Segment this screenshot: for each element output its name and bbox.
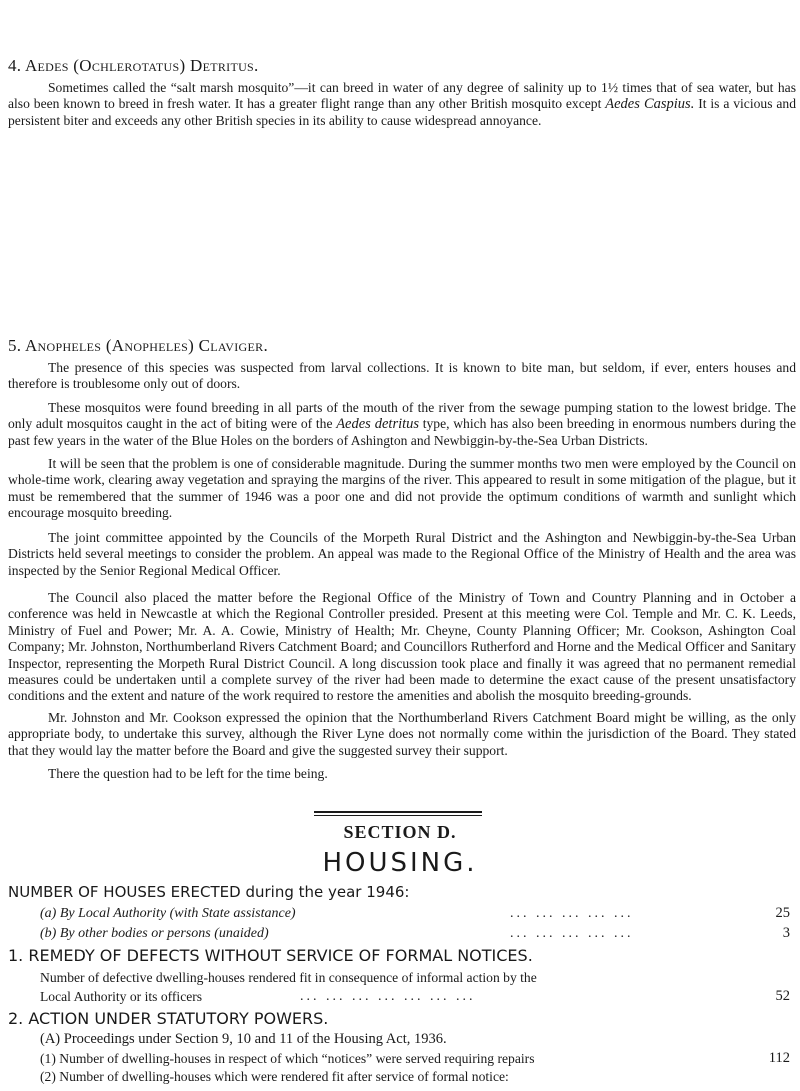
remedy-text-line1: Number of defective dwelling-houses rendered fit in consequence of informal action by the (40, 970, 537, 985)
erected-other-bodies-value: 3 (782, 925, 790, 941)
rendered-fit-label: (2) Number of dwelling-houses which were rendered fit after service of formal notice: (40, 1069, 509, 1084)
text-run: (b) By other bodies or persons (unaided) (40, 926, 269, 941)
text-run: These mosquitos were found breeding in all parts of the mouth of the river from the sewage pumping station to the lowest bridge. The only adult mosquitos caught in the act of biting were of the (8, 400, 796, 432)
paragraph-joint-committee: The joint committee appointed by the Councils of the Morpeth Rural District and the Ashington and Newbiggin-by-the-Sea Urban Districts held several meetings to consider the problem. An appeal was made to the Regional Office of the Ministry of Health and the area was inspected by the Senior Regional Medical Officer. (8, 530, 796, 578)
paragraph-survey-opinion: Mr. Johnston and Mr. Cookson expressed the opinion that the Northumberland Rivers Catchment Board might be willing, as the only appropriate body, to undertake this survey, although the River Lyne does not normally come within the jurisdiction of the Board. They stated that they would lay the matter before the Board and give the suggested survey their support. (8, 710, 796, 758)
section-divider-thick (314, 811, 482, 813)
paragraph-breeding (8, 400, 796, 449)
paragraph-aedes-detritus (8, 80, 796, 129)
leader-dots: ... ... ... ... ... (510, 906, 634, 921)
statutory-powers-heading: 2. ACTION UNDER STATUTORY POWERS. (8, 1009, 329, 1028)
text-run: It is a vicious and persistent biter and exceeds any other British species in its ability to cause widespread annoyance. (8, 96, 796, 128)
italic-species-name: Aedes Caspius. (605, 96, 695, 113)
erected-local-authority-value: 25 (775, 905, 790, 921)
housing-title: HOUSING. (322, 848, 478, 878)
paragraph-conclusion: There the question had to be left for the time being. (48, 766, 328, 781)
paragraph-conference: The Council also placed the matter before the Regional Office of the Ministry of Town and Country Planning and in October a conference was held in Newcastle at which the Regional Controller presided. Present at this meeting were Col. Temple and Mr. C. K. Leeds, Ministry of Fuel and Power; Mr. A. A. Cowie, Ministry of Health; Mr. Cheyne, County Planning Officer; Mr. Cookson, Ashington Coal Company; Mr. Johnston, Northumberland Rivers Catchment Board; and Councillors Rutherford and Horne and the Medical Officer and Sanitary Inspector, representing the Morpeth Rural District Council. A long discussion took place and finally it was agreed that no permanent remedial measures could be undertaken until a complete survey of the river had been made to determine the exact cause of the present unsatisfactory conditions and the extent and nature of the work required to restore the amenities and abolish the mosquito breeding-grounds. (8, 590, 796, 704)
notices-served-label: (1) Number of dwelling-houses in respect of which “notices” were served requiring repairs (40, 1051, 535, 1066)
italic-species-name: Aedes detritus (336, 416, 420, 433)
remedy-heading: 1. REMEDY OF DEFECTS WITHOUT SERVICE OF FORMAL NOTICES. (8, 946, 533, 965)
paragraph-presence: The presence of this species was suspected from larval collections. It is known to bite man, but seldom, if ever, enters houses and therefore is troublesome only out of doors. (8, 360, 796, 392)
erected-local-authority-label (40, 906, 296, 922)
proceedings-heading: (A) Proceedings under Section 9, 10 and 11 of the Housing Act, 1936. (40, 1031, 447, 1047)
heading-anopheles-claviger: 5. Anopheles (Anopheles) Claviger. (8, 336, 269, 355)
section-divider-thin (314, 815, 482, 816)
text-run: (a) By Local Authority (with State assistance) (40, 906, 296, 921)
text-run: Sometimes called the “salt marsh mosquito”—it can breed in water of any degree of salinity up to 1½ times that of sea water, but has also been known to breed in fresh water. It has a greater flight range than any other British mosquito except (8, 80, 796, 112)
notices-served-value: 112 (768, 1050, 790, 1066)
houses-erected-heading: NUMBER OF HOUSES ERECTED during the year 1946: (8, 883, 410, 901)
text-run: type, which has also been breeding in enormous numbers during the past few years in the water of the Blue Holes on the borders of Ashington and Newbiggin-by-the-Sea Urban Districts. (8, 416, 797, 448)
leader-dots: ... ... ... ... ... ... ... (300, 989, 476, 1004)
paragraph-magnitude: It will be seen that the problem is one of considerable magnitude. During the summer months two men were employed by the Council on whole-time work, clearing away vegetation and spraying the margins of the river. This appeared to result in some mitigation of the plague, but it must be remembered that the summer of 1946 was a poor one and did not provide the optimum conditions of warmth and sunlight which encourage mosquito breeding. (8, 456, 796, 521)
heading-aedes-detritus: 4. Aedes (Ochlerotatus) Detritus. (8, 56, 259, 75)
leader-dots: ... ... ... ... ... (510, 926, 634, 941)
remedy-value: 52 (775, 988, 790, 1004)
section-d-title: SECTION D. (343, 822, 457, 842)
remedy-text-line2: Local Authority or its officers (40, 989, 203, 1004)
erected-other-bodies-label (40, 926, 269, 942)
